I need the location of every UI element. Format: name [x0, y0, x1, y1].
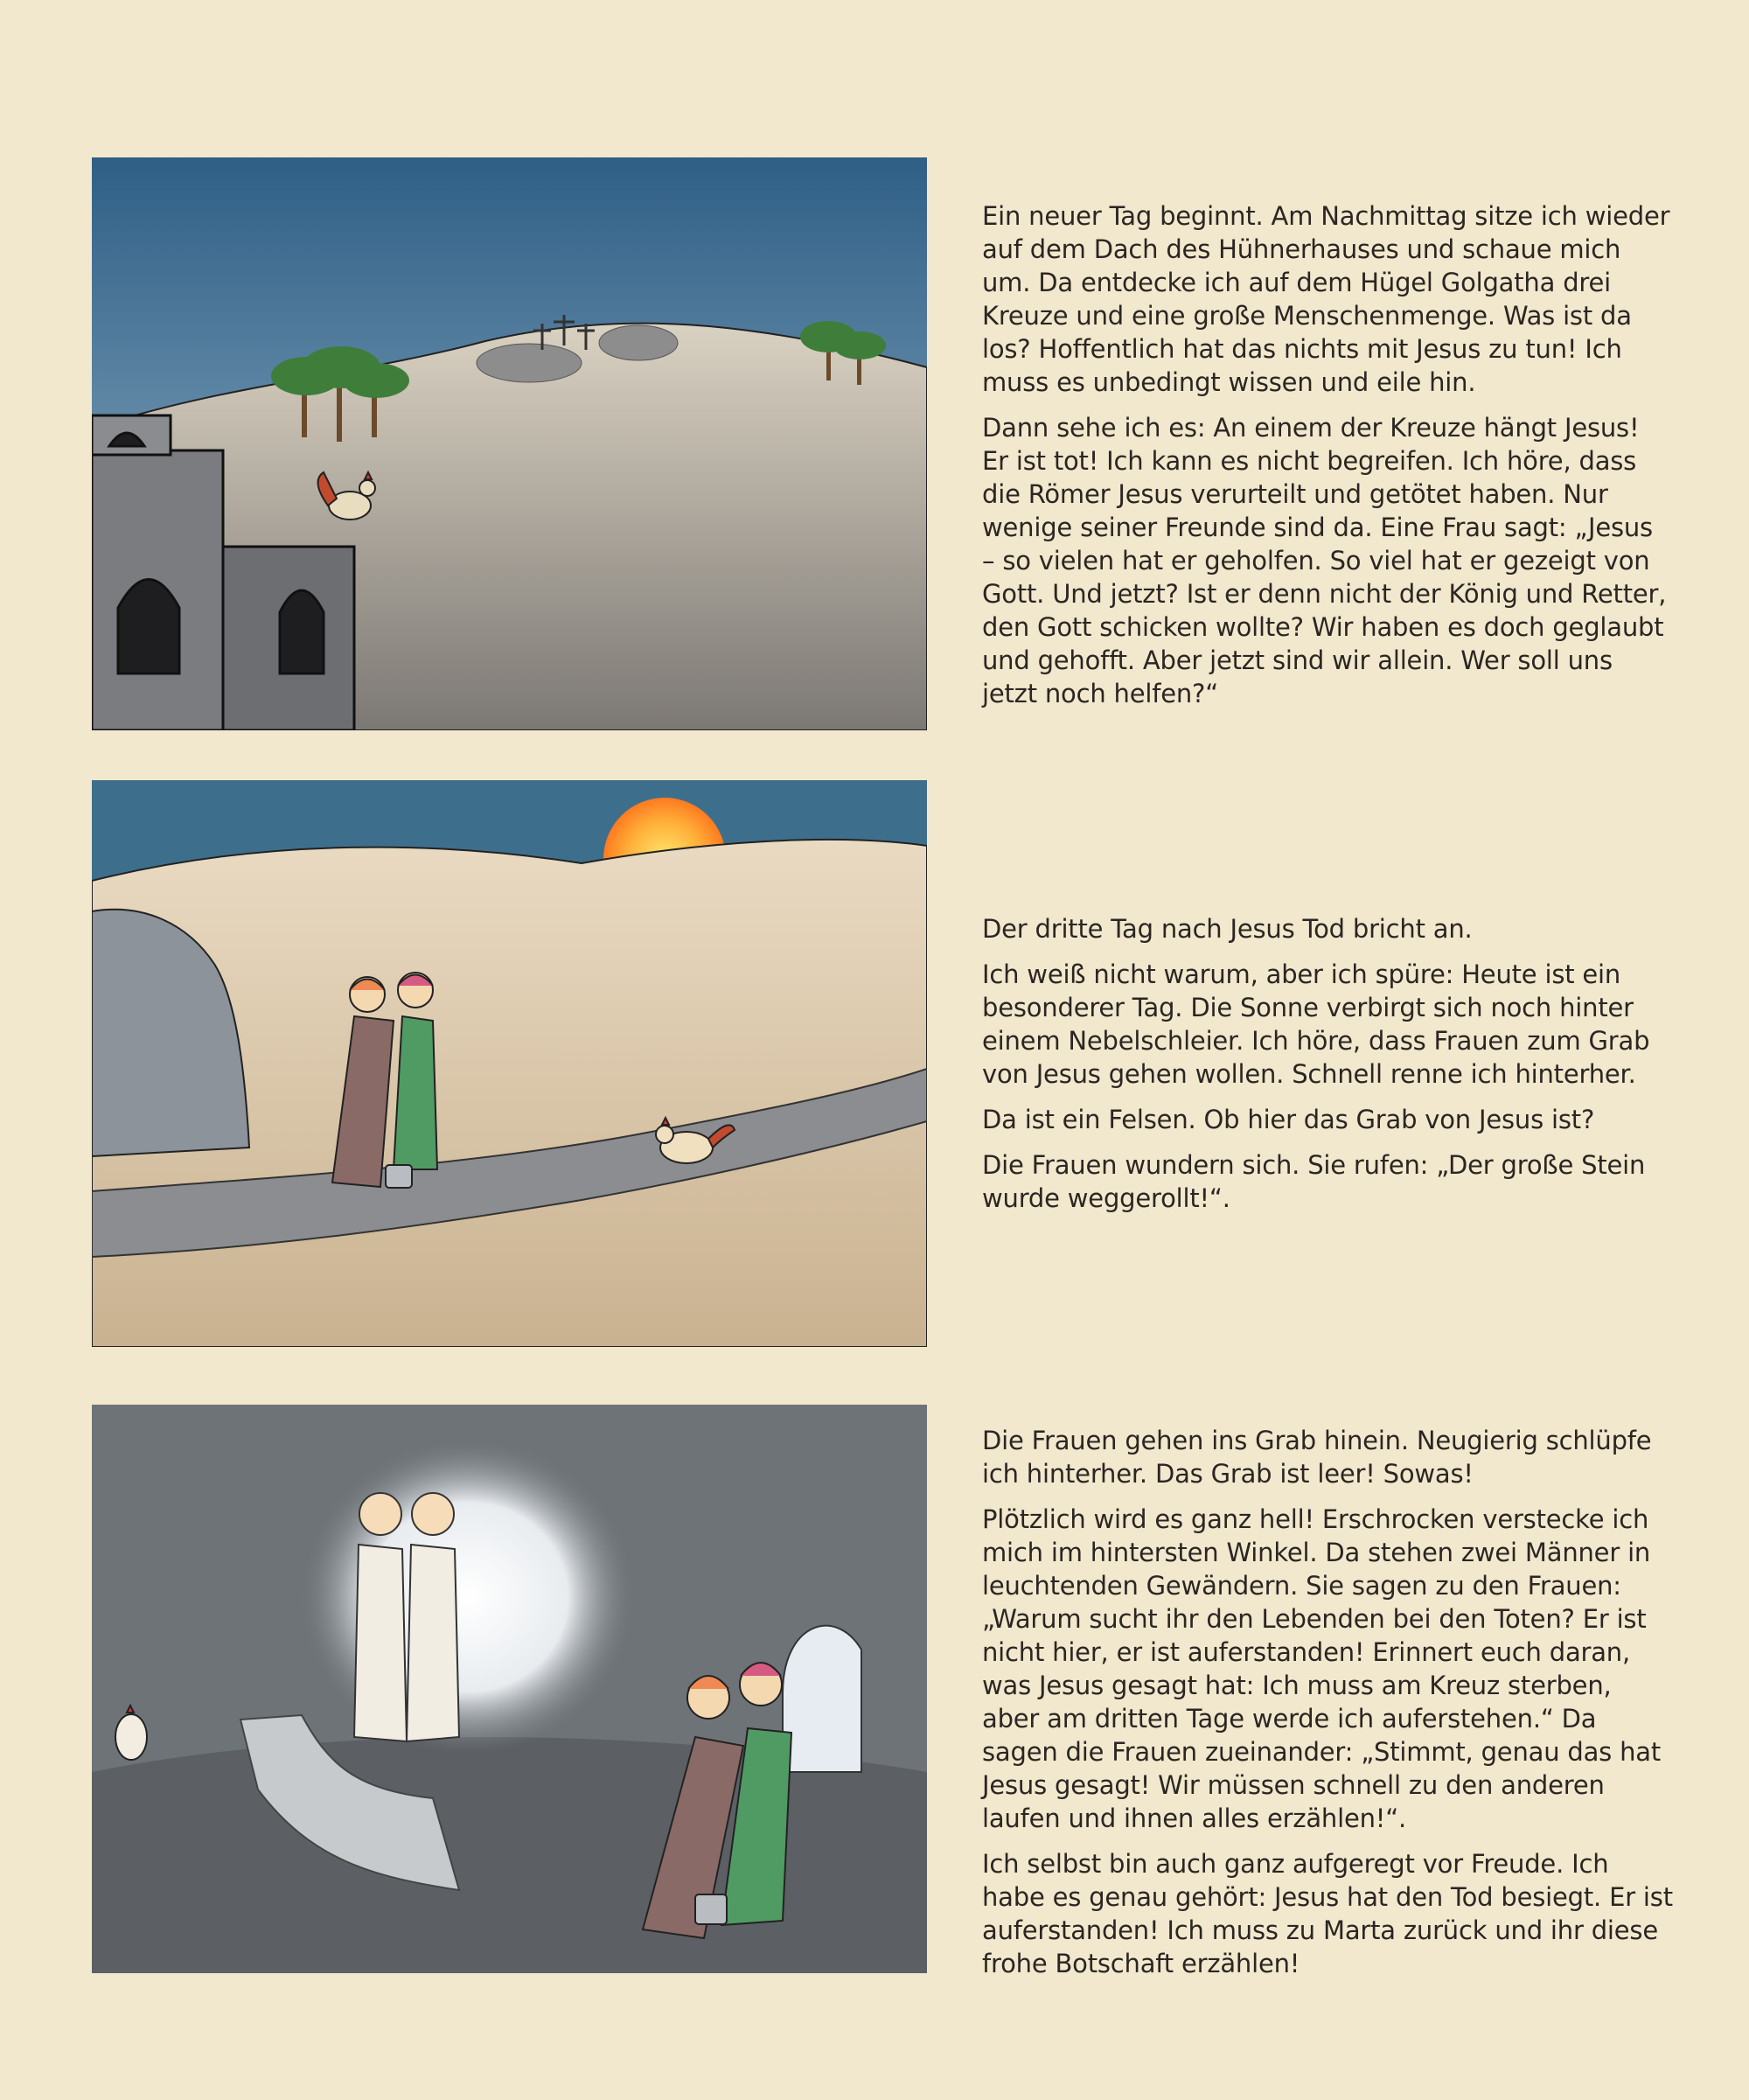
paragraph: Ich weiß nicht warum, aber ich spüre: Heute ist ein besonderer Tag. Die Sonne verbirgt sich noch hinter einem Nebelschleier. Ich höre, dass Frauen zum Grab von Jesus gehen wollen. Schnell renne ich hinterher.	[982, 959, 1650, 1089]
paragraph: Ein neuer Tag beginnt. Am Nachmittag sitze ich wieder auf dem Dach des Hühnerhauses und schaue mich um. Da entdecke ich auf dem Hügel Golgatha drei Kreuze und eine große Menschenmenge. Was ist da los? Hoffentlich hat das nichts mit Jesus zu tun! Ich muss es unbedingt wissen und eile hin.	[982, 201, 1670, 397]
paragraph: Der dritte Tag nach Jesus Tod bricht an.	[982, 914, 1473, 944]
story-text-section-3	[982, 1424, 1673, 1992]
illustration-empty-tomb	[92, 1405, 927, 1973]
paragraph: Dann sehe ich es: An einem der Kreuze hängt Jesus! Er ist tot! Ich kann es nicht begreifen. Ich höre, dass die Römer Jesus verurteilt und getötet haben. Nur wenige seiner Freunde sind da. Eine Frau sagt: „Jesus – so vielen hat er geholfen. So viel hat er gezeigt von Gott. Und jetzt? Ist er denn nicht der König und Retter, den Gott schicken wollte? Wir haben es doch geglaubt und gehofft. Aber jetzt sind wir allein. Wer soll uns jetzt noch helfen?“	[982, 413, 1667, 708]
illustration-road-to-tomb	[92, 780, 927, 1347]
paragraph: Die Frauen gehen ins Grab hinein. Neugierig schlüpfe ich hinterher. Das Grab ist leer! Sowas!	[982, 1426, 1652, 1489]
story-text-section-1	[982, 199, 1673, 722]
story-text-section-2	[982, 912, 1673, 1227]
paragraph: Plötzlich wird es ganz hell! Erschrocken verstecke ich mich im hintersten Winkel. Da stehen zwei Männer in leuchtenden Gewändern. Sie sagen zu den Frauen: „Warum sucht ihr den Lebenden bei den Toten? Er ist nicht hier, er ist auferstanden! Erinnert euch daran, was Jesus gesagt hat: Ich muss am Kreuz sterben, aber am dritten Tage werde ich auferstehen.“ Da sagen die Frauen zueinander: „Stimmt, genau das hat Jesus gesagt! Wir müssen schnell zu den anderen laufen und ihnen alles erzählen!“.	[982, 1504, 1662, 1833]
paragraph: Die Frauen wundern sich. Sie rufen: „Der große Stein wurde weggerollt!“.	[982, 1150, 1646, 1213]
tomb-entrance	[783, 1626, 861, 1772]
paragraph: Da ist ein Felsen. Ob hier das Grab von Jesus ist?	[982, 1105, 1595, 1134]
illustration-golgatha	[92, 157, 927, 730]
paragraph: Ich selbst bin auch ganz aufgeregt vor Freude. Ich habe es genau gehört: Jesus hat den Tod besiegt. Er ist auferstanden! Ich muss zu Marta zurück und ihr diese frohe Botschaft erzählen!	[982, 1849, 1673, 1978]
light-glow	[302, 1440, 634, 1755]
